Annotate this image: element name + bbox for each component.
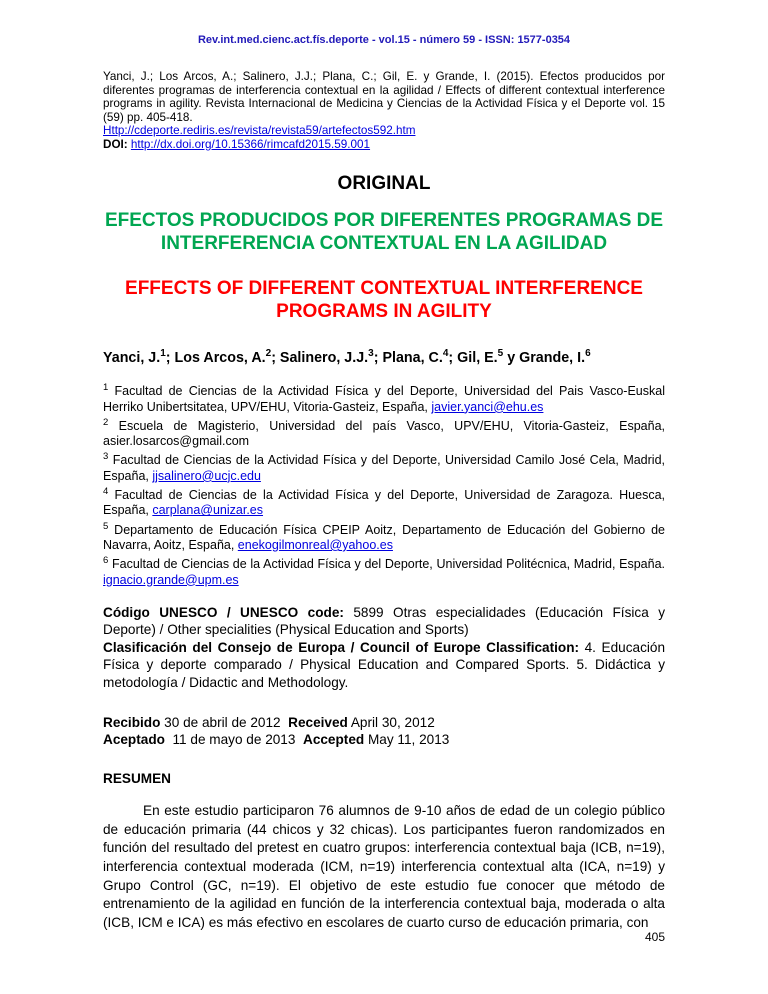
author-separator: ;	[271, 349, 280, 366]
abstract-heading: RESUMEN	[103, 771, 171, 787]
affiliation-email-link[interactable]: javier.yanci@ehu.es	[431, 399, 544, 414]
author-affiliation-ref: 1	[160, 347, 166, 359]
affiliation-number: 5	[103, 520, 109, 532]
affiliation-item	[103, 415, 665, 450]
authors-line	[103, 345, 665, 367]
journal-header: Rev.int.med.cienc.act.fís.deporte - vol.15 - número 59 - ISSN: 1577-0354	[197, 34, 571, 46]
unesco-classification	[103, 604, 665, 692]
author-separator: ;	[448, 349, 458, 366]
affiliation-text: Facultad de Ciencias de la Actividad Física y del Deporte, Universidad del Pais Vasco-Euskal Herriko Unibertsitatea, UPV/EHU, Vitoria-Gasteiz, España,	[103, 384, 665, 414]
affiliation-text: Escuela de Magisterio, Universidad del país Vasco, UPV/EHU, Vitoria-Gasteiz, España,	[108, 419, 665, 434]
abstract-paragraph: En este estudio participaron 76 alumnos de 9-10 años de edad de un colegio público de educación primaria (44 chicos y 32 chicas). Los participantes fueron randomizados en función del resultado del pretest en cuatro grupos: interferencia contextual baja (ICB, n=19), interferencia contextual moderada (ICM, n=19) interferencia contextual alta (ICA, n=19) y Grupo Control (GC, n=19). El objetivo de este estudio fue conocer que método de entrenamiento de la agilidad en función de la interferencia contextual baja, moderada o alta (ICB, ICM e ICA) es más efectivo en escolares de cuarto curso de educación primaria, con	[103, 803, 665, 930]
author-separator: ;	[165, 349, 175, 366]
affiliation-text: Facultad de Ciencias de la Actividad Física y del Deporte, Universidad Camilo José Cela, Madrid, España,	[103, 453, 665, 483]
author-name: Plana, C.	[382, 349, 443, 366]
received-label-en: Received	[288, 714, 348, 730]
affiliation-number: 1	[103, 382, 109, 394]
affiliation-number: 2	[103, 416, 109, 428]
author-separator: y	[503, 349, 520, 366]
page-number: 405	[644, 930, 665, 944]
accepted-label-en: Accepted	[303, 732, 365, 748]
unesco-code-label: Código UNESCO / UNESCO code:	[103, 604, 344, 620]
title-spanish: EFECTOS PRODUCIDOS POR DIFERENTES PROGRAMAS DE INTERFERENCIA CONTEXTUAL EN LA AGILIDAD	[104, 209, 664, 254]
author-separator: ;	[373, 349, 383, 366]
affiliation-text: Departamento de Educación Física CPEIP Aoitz, Departamento de Educación del Gobierno de Navarra, Aoitz, España,	[103, 522, 665, 552]
accepted-date-es: 11 de mayo de 2013	[164, 732, 303, 748]
affiliation-item	[103, 553, 665, 588]
affiliation-number: 4	[103, 486, 109, 498]
affiliation-item	[103, 484, 665, 519]
accepted-date-en: May 11, 2013	[364, 732, 450, 748]
affiliation-email-link[interactable]: enekogilmonreal@yahoo.es	[237, 537, 393, 552]
affiliation-number: 3	[103, 451, 109, 463]
affiliations	[103, 380, 665, 587]
author-affiliation-ref: 3	[368, 347, 374, 359]
council-classification-label: Clasificación del Consejo de Europa / Council of Europe Classification:	[103, 639, 580, 655]
affiliation-item	[103, 380, 665, 415]
author-affiliation-ref: 5	[497, 347, 504, 359]
author-name: Yanci, J.	[103, 349, 161, 366]
author-name: Grande, I.	[519, 349, 586, 366]
received-date-en: April 30, 2012	[347, 714, 435, 730]
citation-url-link[interactable]: Http://cdeporte.rediris.es/revista/revista59/artefectos592.htm	[103, 124, 416, 138]
affiliation-number: 6	[103, 555, 109, 567]
unesco-code-text: 5899 Otras especialidades (Educación Física y Deporte) / Other specialities (Physical Education and Sports)	[103, 604, 665, 638]
citation-text: Yanci, J.; Los Arcos, A.; Salinero, J.J.; Plana, C.; Gil, E. y Grande, I. (2015). Efectos producidos por diferentes programas de interferencia contextual en la agilidad / Effects of different contextual interference programs in agility. Revista Internacional de Medicina y Ciencias de la Actividad Física y el Deporte vol. 15 (59) pp. 405-418.	[103, 70, 665, 124]
affiliation-email-link[interactable]: ignacio.grande@upm.es	[103, 572, 239, 587]
accepted-label-es: Aceptado	[103, 732, 165, 748]
author-name: Gil, E.	[457, 349, 498, 366]
author-affiliation-ref: 6	[585, 347, 591, 359]
author-name: Salinero, J.J.	[279, 349, 369, 366]
received-label-es: Recibido	[103, 714, 161, 730]
doi-label: DOI:	[103, 137, 131, 151]
affiliation-item	[103, 449, 665, 484]
author-name: Los Arcos, A.	[174, 349, 266, 366]
affiliation-email: asier.losarcos@gmail.com	[103, 434, 250, 449]
affiliation-item	[103, 519, 665, 554]
council-classification-text: 4. Educación Física y deporte comparado / Physical Education and Compared Sports. 5. Didáctica y metodología / Didactic and Methodology.	[103, 639, 666, 691]
affiliation-text: Facultad de Ciencias de la Actividad Física y del Deporte, Universidad de Zaragoza. Huesca, España,	[103, 488, 665, 518]
affiliation-email-link[interactable]: carplana@unizar.es	[152, 503, 264, 518]
title-english: EFFECTS OF DIFFERENT CONTEXTUAL INTERFERENCE PROGRAMS IN AGILITY	[125, 277, 643, 322]
affiliation-email-link[interactable]: jjsalinero@ucjc.edu	[152, 468, 261, 483]
dates-block	[103, 714, 665, 750]
doi-link[interactable]: http://dx.doi.org/10.15366/rimcafd2015.59.001	[130, 137, 371, 151]
citation-block	[103, 70, 665, 152]
received-date-es: 30 de abril de 2012	[160, 714, 289, 730]
author-affiliation-ref: 4	[442, 347, 449, 359]
affiliation-text: Facultad de Ciencias de la Actividad Física y del Deporte, Universidad Politécnica, Madrid, España.	[108, 557, 665, 572]
original-heading: ORIGINAL	[337, 172, 431, 194]
author-affiliation-ref: 2	[265, 347, 272, 359]
